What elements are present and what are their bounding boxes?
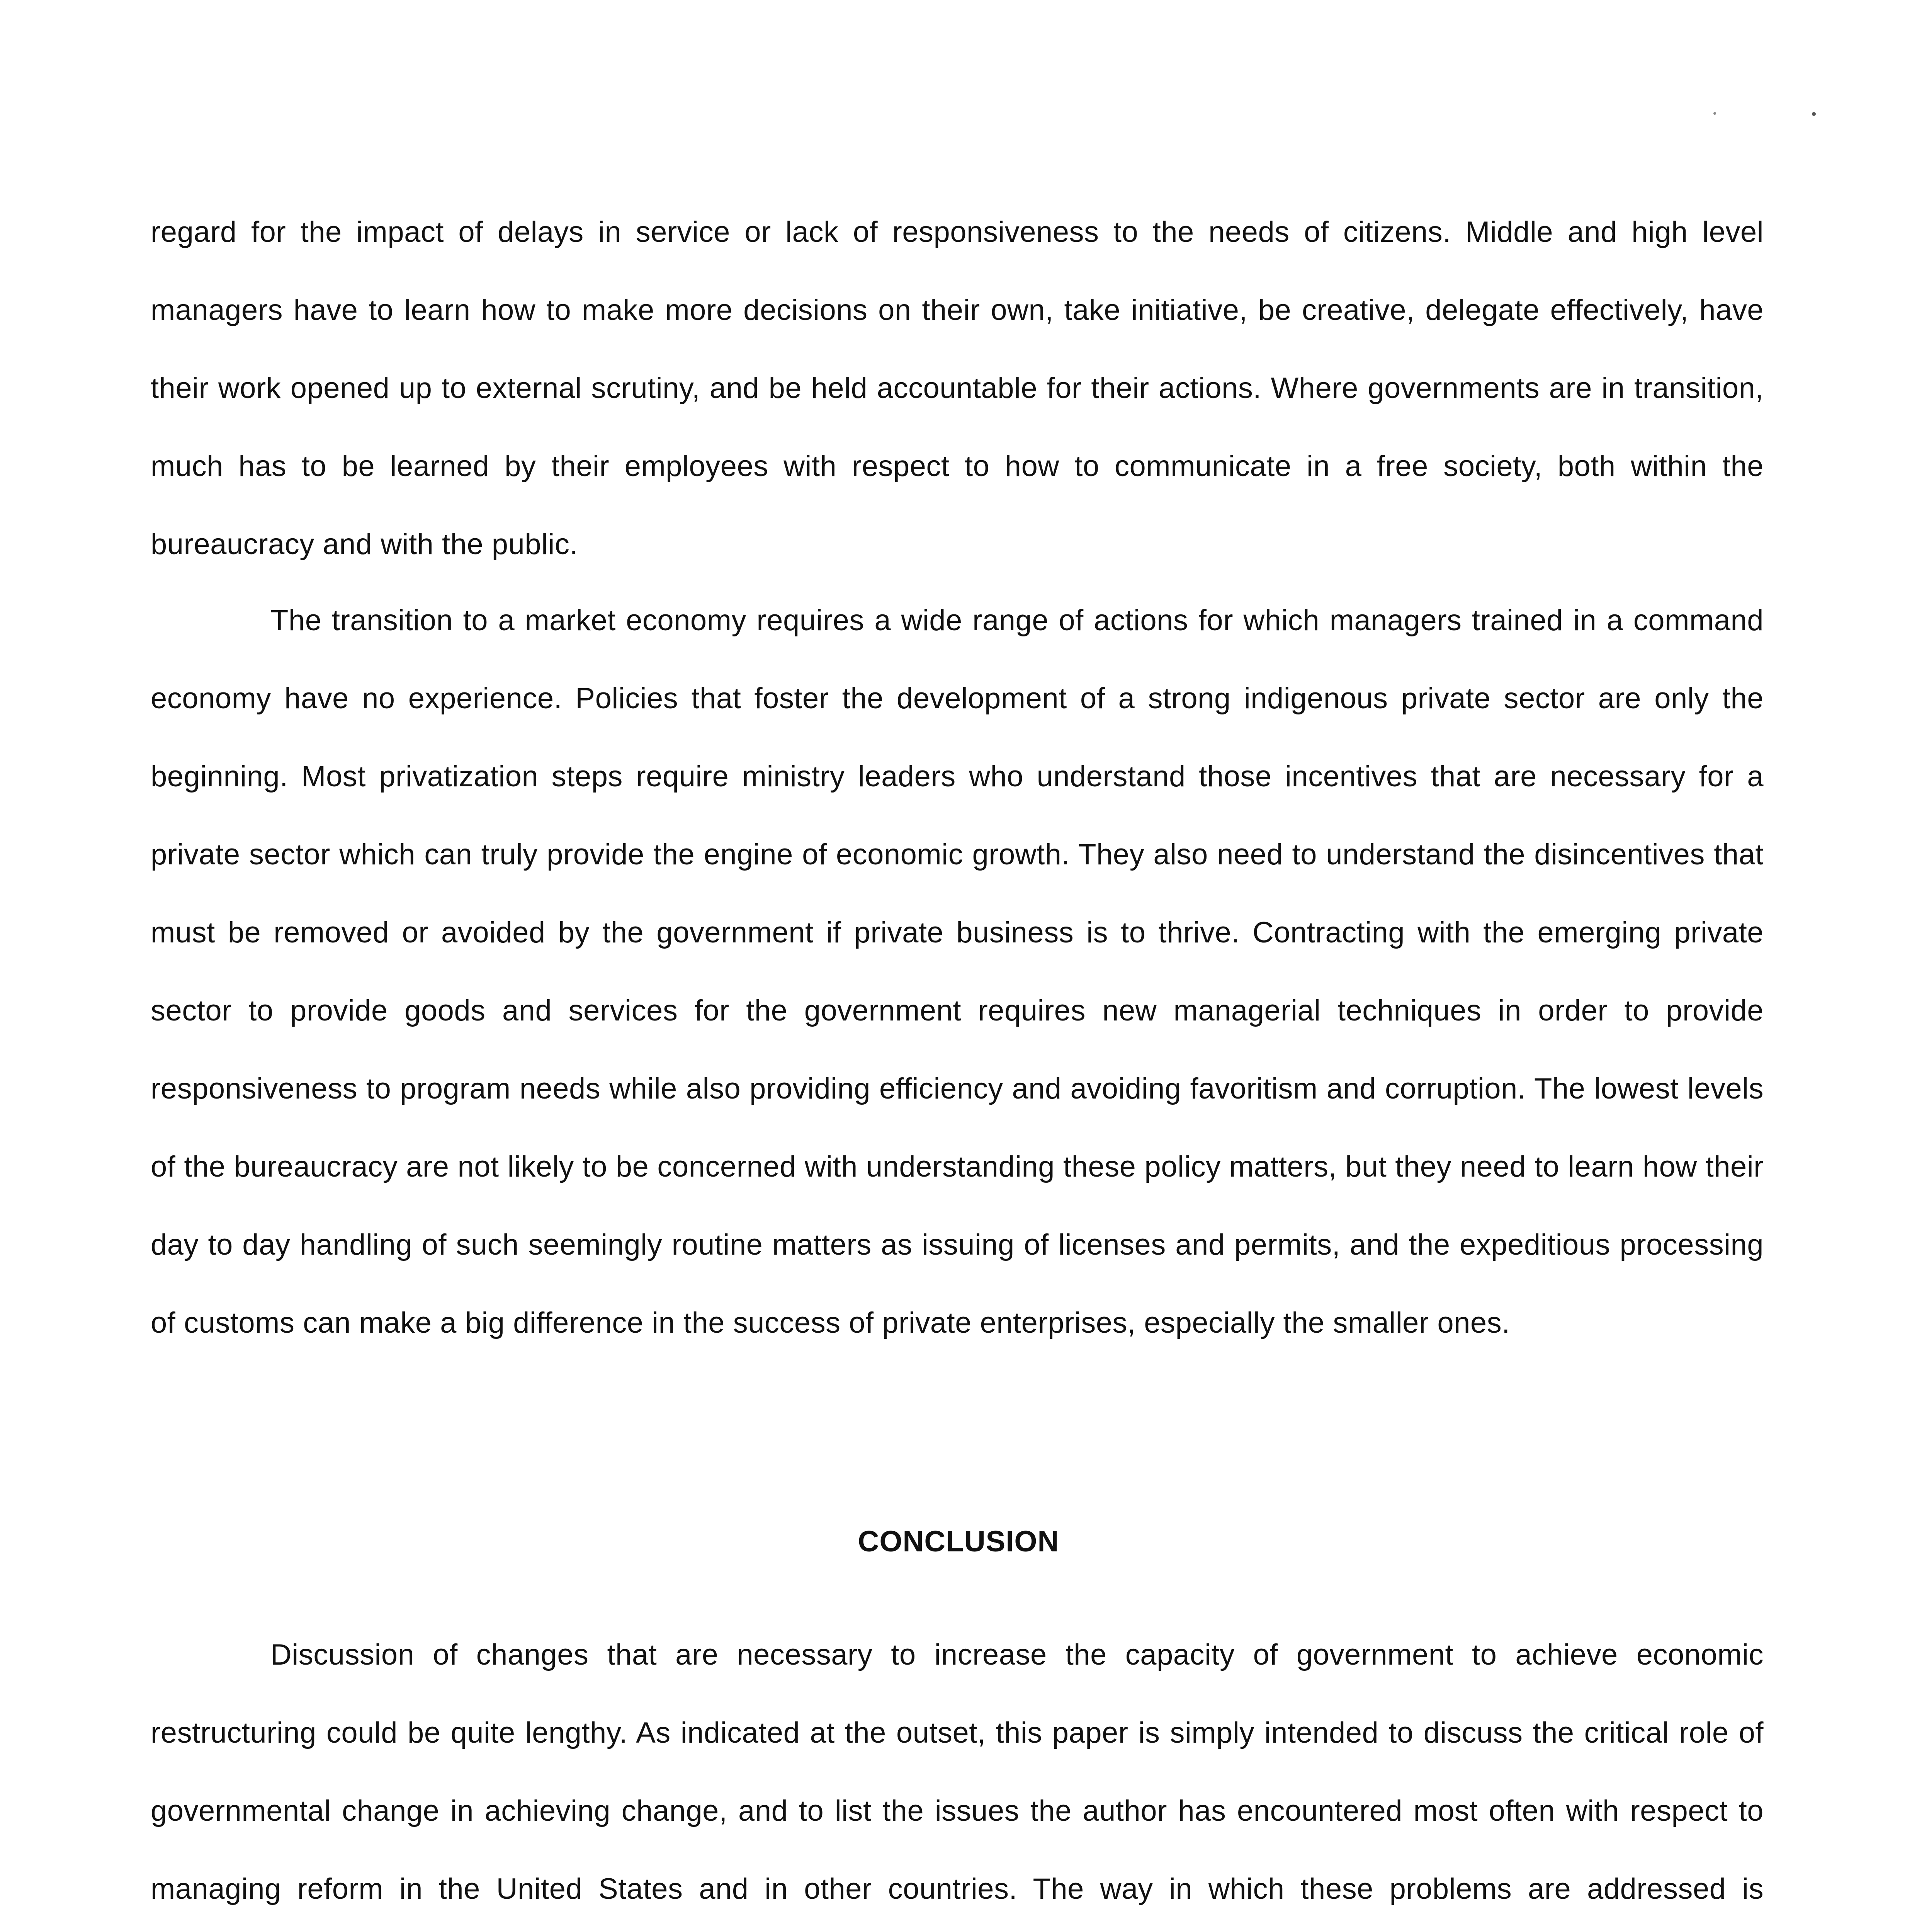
section-heading-conclusion: CONCLUSION [858, 1525, 1059, 1558]
body-paragraph-continued: regard for the impact of delays in service or lack of responsiveness to the needs of citizens. Middle and high level managers have to learn how to make more decisions on their own, take initiative, be creative, delegate effectively, have their work opened up to external scrutiny, and be held accountable for their actions. Where governments are in transition, much has to be learned by their employees with respect to how to communicate in a free society, both within the bureaucracy and with the public. [151, 216, 1764, 561]
scan-speck-mark [1812, 112, 1816, 116]
conclusion-paragraph: Discussion of changes that are necessary to increase the capacity of government to achieve economic restructuring could be quite lengthy. As indicated at the outset, this paper is simply intended to discuss the critical role of governmental change in achieving change, and to list the issues the author has encountered most often with respect to managing reform in the United States and in other countries. The way in which these problems are addressed is [151, 1638, 1764, 1905]
body-paragraph-market-transition: The transition to a market economy requires a wide range of actions for which managers trained in a command economy have no experience. Policies that foster the development of a strong indigenous private sector are only the beginning. Most privatization steps require ministry leaders who understand those incentives that are necessary for a private sector which can truly provide the engine of economic growth. They also need to understand the disincentives that must be removed or avoided by the government if private business is to thrive. Contracting with the emerging private sector to provide goods and services for the government requires new managerial techniques in order to provide responsiveness to program needs while also providing efficiency and avoiding favoritism and corruption. The lowest levels of the bureaucracy are not likely to be concerned with understanding these policy matters, but they need to learn how their day to day handling of such seemingly routine matters as issuing of licenses and permits, and the expeditious processing of customs can make a big difference in the success of private enterprises, especially the smaller ones. [151, 604, 1764, 1339]
scan-speck-mark [1713, 112, 1716, 115]
